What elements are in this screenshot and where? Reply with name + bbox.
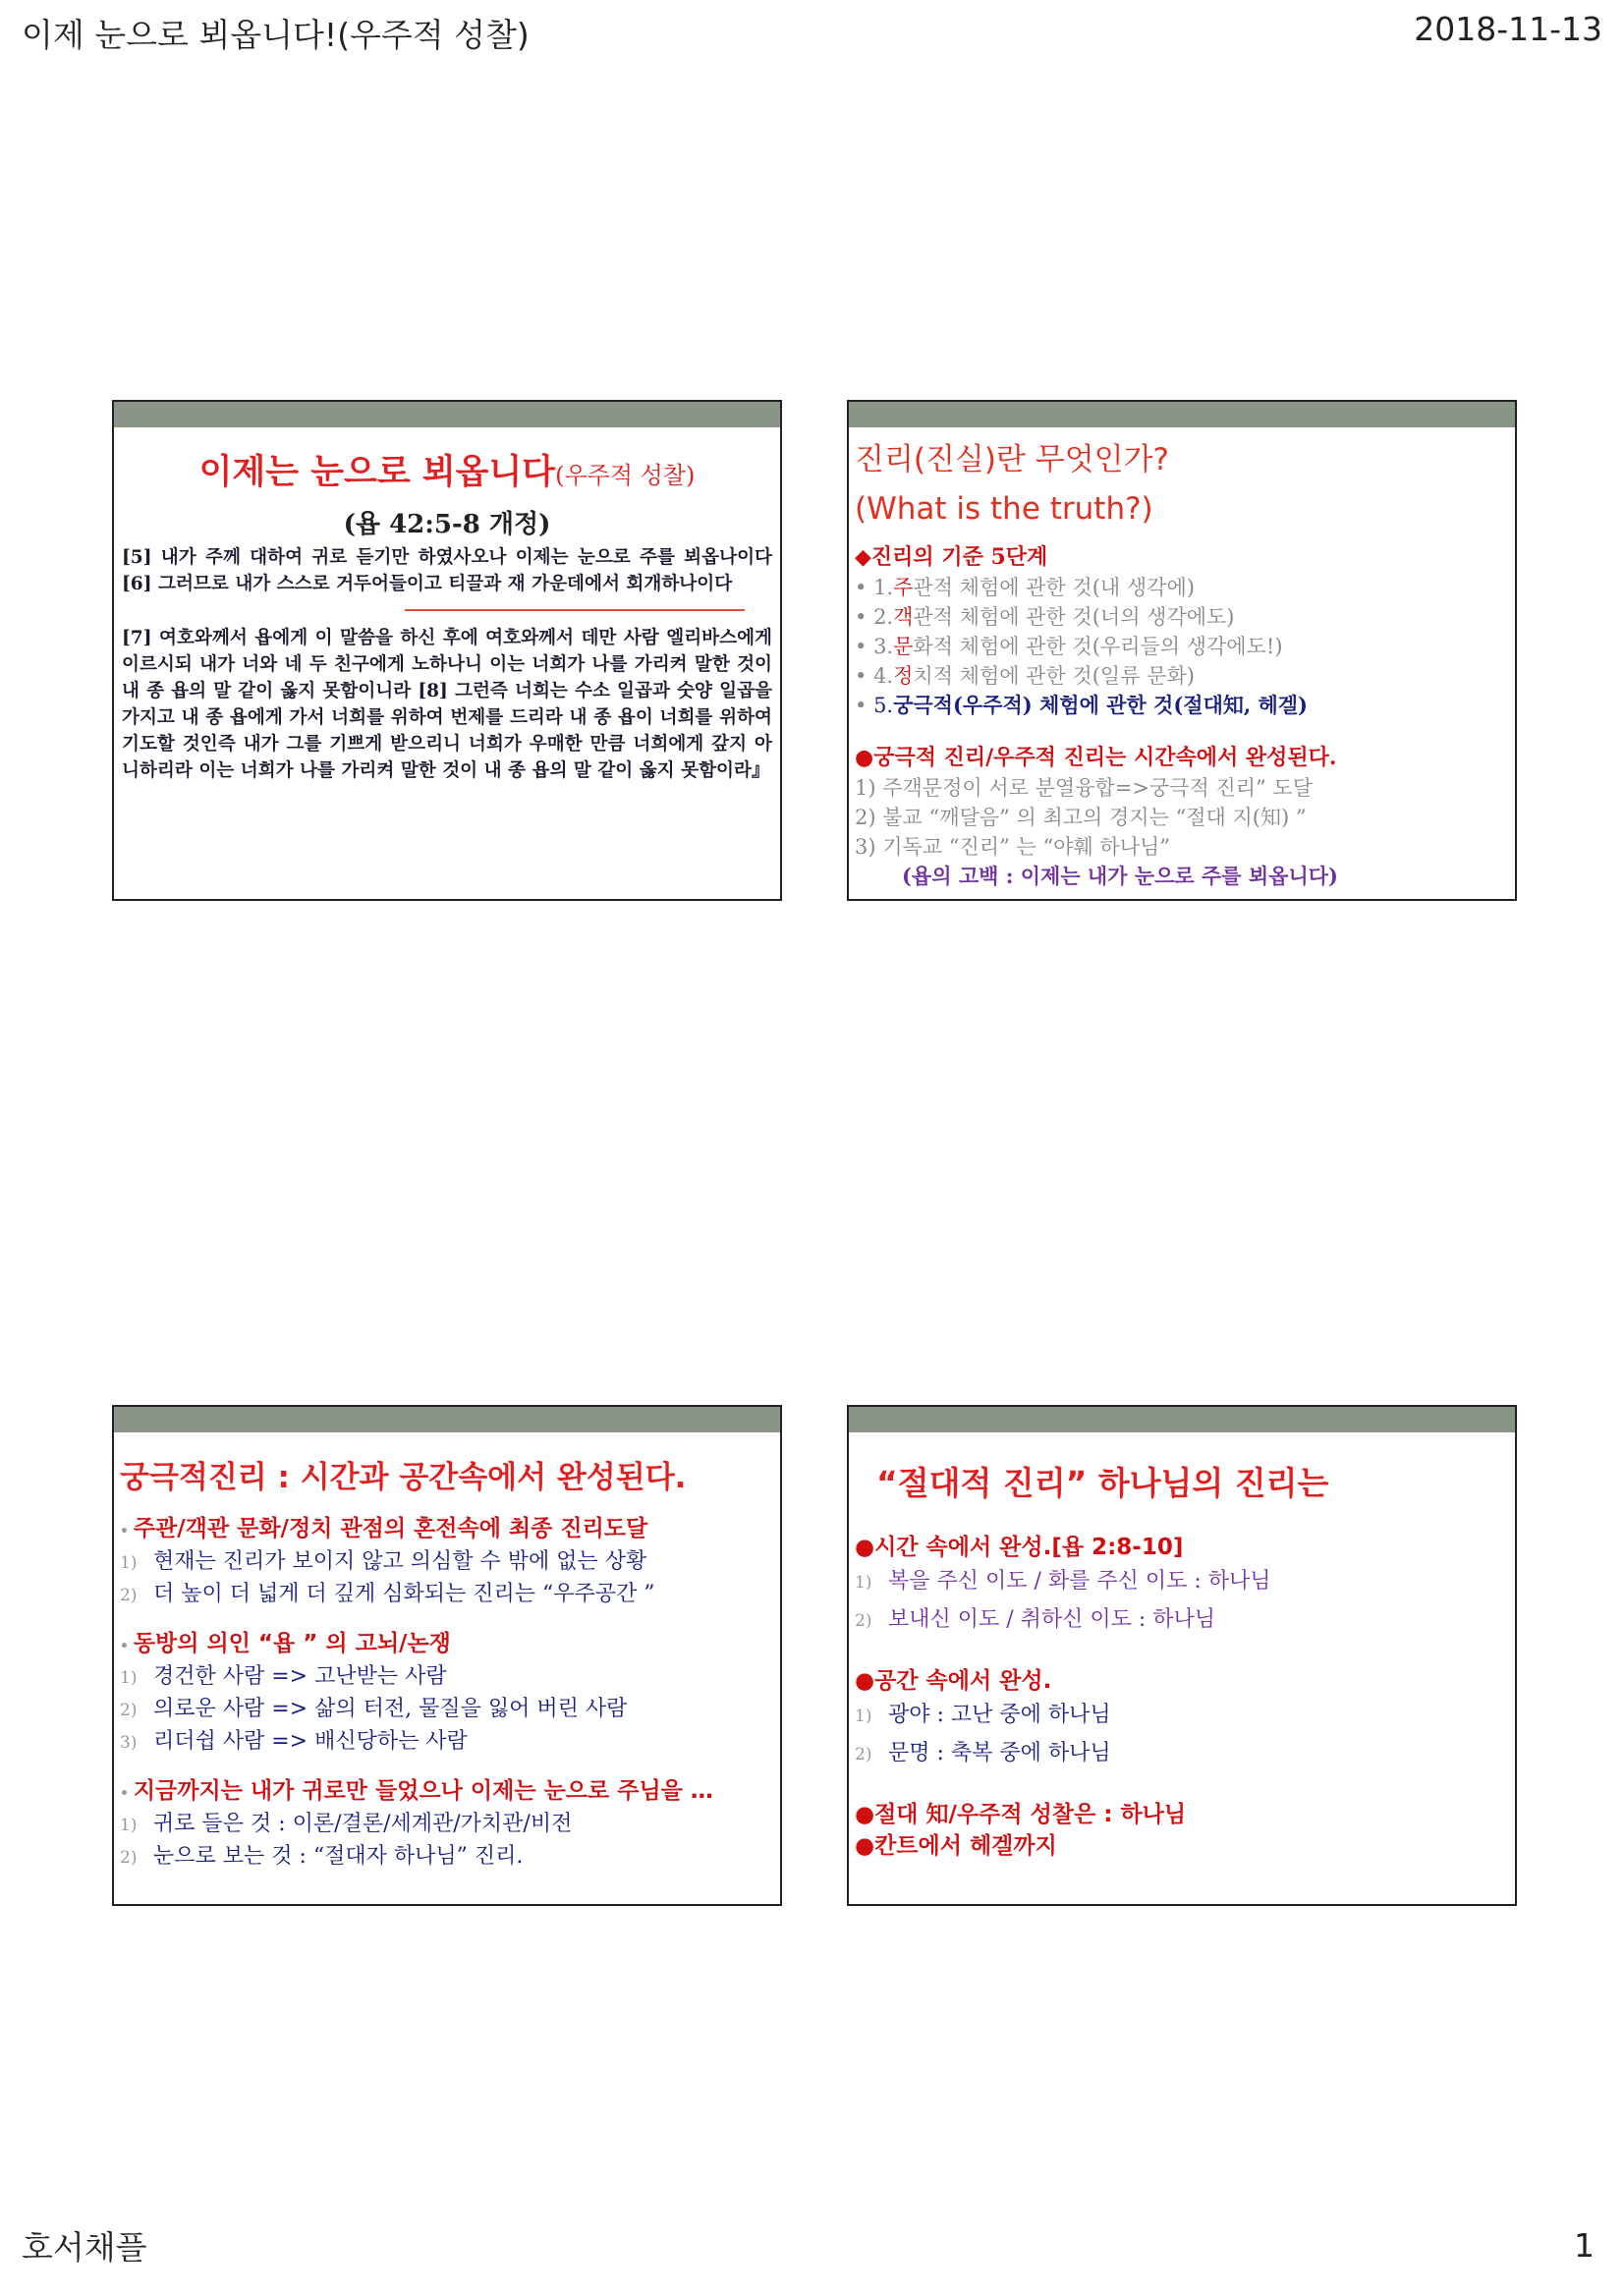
slide-title-bar: [849, 1407, 1515, 1432]
list-item: 2) 불교 “깨달음” 의 최고의 경지는 “절대 지(知) ”: [855, 806, 1307, 829]
slide-title-bar: [849, 402, 1515, 427]
slide-4-title: “절대적 진리” 하나님의 진리는: [876, 1464, 1329, 1502]
bullet-icon: •: [120, 1524, 134, 1540]
slide-1: [112, 400, 782, 901]
slide-1-title-sub: (우주적 성찰): [555, 462, 696, 489]
bullet-icon: •: [120, 1639, 134, 1654]
list-item: 2) 눈으로 보는 것 : “절대자 하나님” 진리.: [120, 1844, 524, 1869]
scripture-paragraph-1: [5] 내가 주께 대하여 귀로 듣기만 하였사오나 이제는 눈으로 주를 뵈옵나이다 [6] 그러므로 내가 스스로 거두어들이고 티끌과 재 가운데에서 회개하나이다: [122, 547, 772, 594]
section-heading: ●궁극적 진리/우주적 진리는 시간속에서 완성된다.: [855, 745, 1337, 770]
bullet-icon: •: [120, 1786, 134, 1802]
list-item: 1) 귀로 들은 것 : 이론/결론/세계관/가치관/비전: [120, 1812, 573, 1836]
truth-step-2: • 2.객관적 체험에 관한 것(너의 생각에도): [855, 605, 1235, 629]
section-heading: ●칸트에서 헤겔까지: [855, 1833, 1057, 1859]
list-item: 2) 더 높이 더 넓게 더 깊게 심화되는 진리는 “우주공간 ”: [120, 1582, 655, 1606]
document-title: 이제 눈으로 뵈옵니다!(우주적 성찰): [22, 16, 530, 54]
section-heading: ●시간 속에서 완성.[욥 2:8-10]: [855, 1535, 1184, 1560]
slide-2-title-line-1: 진리(진실)란 무엇인가?: [855, 442, 1170, 477]
section-heading: ◆진리의 기준 5단계: [855, 544, 1048, 570]
truth-steps-list: [855, 573, 1509, 720]
section-heading: • 지금까지는 내가 귀로만 들었으나 이제는 눈으로 주님을 …: [120, 1778, 713, 1804]
list-item: 2) 의로운 사람 => 삶의 터전, 물질을 잃어 버린 사람: [120, 1697, 628, 1721]
slide-2-title-line-2: (What is the truth?): [855, 491, 1153, 527]
list-item: 1) 현재는 진리가 보이지 않고 의심할 수 밖에 없는 상황: [120, 1549, 647, 1574]
footer-author: 호서채플: [22, 2228, 147, 2267]
document-date: 2018-11-13: [1414, 10, 1602, 48]
truth-step-3: • 3.문화적 체험에 관한 것(우리들의 생각에도!): [855, 635, 1283, 658]
page-number: 1: [1574, 2226, 1595, 2265]
slide-3-title: 궁극적진리 : 시간과 공간속에서 완성된다.: [120, 1460, 687, 1495]
divider-line: [405, 609, 745, 611]
truth-step-5: • 5.궁극적(우주적) 체험에 관한 것(절대知, 헤겔): [855, 693, 1308, 717]
list-item: 2) 문명 : 축복 중에 하나님: [855, 1741, 1111, 1765]
slide-title-bar: [114, 1407, 780, 1432]
slide-3: [112, 1405, 782, 1906]
slide-1-title: [120, 445, 774, 494]
slide-4: [847, 1405, 1517, 1906]
slide-2: [847, 400, 1517, 901]
list-item: 1) 경건한 사람 => 고난받는 사람: [120, 1664, 447, 1689]
scripture-reference: (욥 42:5-8 개정): [343, 510, 551, 539]
section-heading: ●공간 속에서 완성.: [855, 1668, 1052, 1694]
truth-step-1: • 1.주관적 체험에 관한 것(내 생각에): [855, 576, 1195, 599]
truth-step-4: • 4.정치적 체험에 관한 것(일류 문화): [855, 664, 1195, 688]
list-item: 1) 광야 : 고난 중에 하나님: [855, 1703, 1111, 1727]
list-item: 3) 기독교 “진리” 는 “야훼 하나님”: [855, 835, 1171, 859]
scripture-paragraph-2: [7] 여호와께서 욥에게 이 말씀을 하신 후에 여호와께서 데만 사람 엘리바스에게 이르시되 내가 너와 네 두 친구에게 노하나니 이는 너희가 나를 가리켜 말한 것이 내 종 욥의 말 같이 옳지 못함이니라 [8] 그런즉 너희는 수소 일곱과 숫양 일곱을 가지고 내 종 욥에게 가서 너희를 위하여 번제를 드리라 내 종 욥이 너희를 위하여 기도할 것인즉 내가 그를 기쁘게 받으리니 너희가 우매한 만큼 너희에게 갚지 아니하리라 이는 너희가 나를 가리켜 말한 것이 내 종 욥의 말 같이 옳지 못함이라』: [122, 628, 772, 781]
section-heading: ●절대 知/우주적 성찰은 : 하나님: [855, 1802, 1187, 1827]
list-item: 1) 복을 주신 이도 / 화를 주신 이도 : 하나님: [855, 1569, 1271, 1594]
list-item: 2) 보내신 이도 / 취하신 이도 : 하나님: [855, 1607, 1216, 1632]
section-heading: • 주관/객관 문화/정치 관점의 혼전속에 최종 진리도달: [120, 1516, 648, 1541]
list-item: 1) 주객문정이 서로 분열융합=>궁극적 진리” 도달: [855, 776, 1314, 800]
section-heading: • 동방의 의인 “욥 ” 의 고뇌/논쟁: [120, 1631, 451, 1656]
slide-title-bar: [114, 402, 780, 427]
confession-line: (욥의 고백 : 이제는 내가 눈으로 주를 뵈옵니다): [902, 864, 1338, 888]
list-item: 3) 리더쉽 사람 => 배신당하는 사람: [120, 1729, 468, 1754]
slide-1-title-main: 이제는 눈으로 뵈옵니다: [198, 453, 556, 492]
